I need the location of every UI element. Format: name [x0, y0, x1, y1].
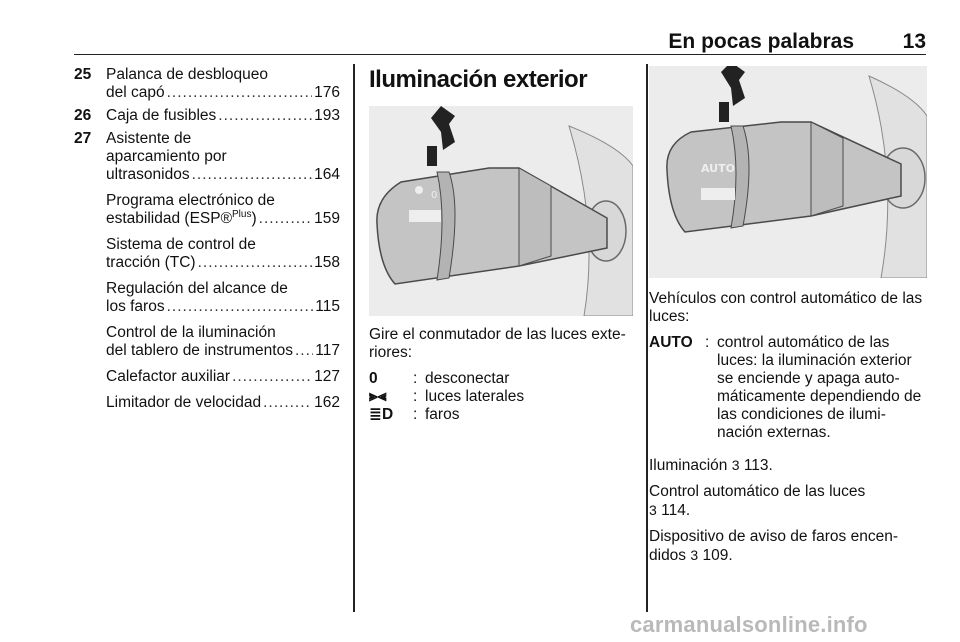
toc-page: 117 [315, 342, 340, 359]
section-title: Iluminación exterior [369, 66, 588, 93]
toc-number: 25 [74, 66, 92, 83]
toc-page: 159 [314, 210, 340, 227]
column-divider [646, 64, 648, 612]
toc-leader [232, 368, 312, 386]
toc-text: del capó [106, 84, 165, 101]
toc-column [74, 66, 340, 417]
column-divider [353, 64, 355, 612]
toc-page: 193 [314, 107, 340, 124]
toc-text: Control de la iluminación [106, 324, 276, 341]
list-item: ≣D : faros [369, 406, 633, 424]
list-item-text: desconectar [425, 370, 510, 387]
watermark: carmanualsonline.info [630, 612, 868, 637]
toc-leader [218, 107, 312, 125]
toc-leader [259, 210, 312, 228]
toc-text: Programa electrónico de [106, 192, 275, 209]
toc-text: ultrasonidos [106, 166, 190, 183]
intro-text: Vehículos con control automático de las luces: [649, 290, 923, 325]
toc-page: 127 [314, 368, 340, 385]
reference-arrow-icon: 3 [690, 547, 699, 563]
toc-text: Sistema de control de [106, 236, 256, 253]
intro-text: Gire el conmutador de las luces exte-riores: [369, 326, 626, 361]
toc-entry-26[interactable] [74, 107, 340, 125]
toc-page: 158 [314, 254, 340, 271]
cross-reference[interactable]: Iluminación 3 113. [649, 457, 773, 474]
toc-text: Palanca de desbloqueo [106, 66, 269, 83]
toc-entry-27[interactable] [74, 130, 340, 184]
toc-page: 164 [314, 166, 340, 183]
toc-text: Calefactor auxiliar [106, 368, 231, 385]
exterior-lighting-section [369, 66, 633, 434]
toc-text: los faros [106, 298, 165, 315]
list-item-text: luces laterales [425, 388, 525, 405]
side-lights-icon: ⫸⫷ [369, 388, 387, 405]
toc-leader [167, 84, 313, 102]
toc-text: Regulación del alcance de [106, 280, 288, 297]
toc-text: Asistente de [106, 130, 192, 147]
reference-arrow-icon: 3 [649, 502, 657, 518]
auto-lights-section [649, 66, 927, 573]
cross-reference[interactable]: Control automático de las luces 3 114. [649, 483, 866, 519]
reference-arrow-icon: 3 [731, 457, 740, 473]
toc-entry-25[interactable] [74, 66, 340, 102]
toc-entry-limitador[interactable] [74, 394, 340, 412]
toc-number: 27 [74, 130, 92, 147]
auto-light-switch-illustration [649, 66, 927, 278]
list-item-text: faros [425, 406, 460, 423]
toc-page: 176 [314, 84, 340, 101]
list-item: 0 : desconectar [369, 370, 633, 388]
toc-entry-faros[interactable] [74, 280, 340, 316]
light-switch-illustration [369, 106, 633, 316]
toc-page: 115 [315, 298, 340, 315]
toc-entry-tc[interactable] [74, 236, 340, 272]
page-header [74, 28, 926, 55]
auto-definition [649, 334, 927, 442]
toc-entry-iluminacion[interactable] [74, 324, 340, 360]
svg-text:0: 0 [431, 190, 438, 201]
toc-leader [198, 254, 313, 272]
page-number: 13 [902, 30, 926, 53]
off-symbol: 0 [369, 370, 378, 387]
toc-text: tracción (TC) [106, 254, 196, 271]
auto-term: AUTO [649, 334, 693, 351]
toc-text: del tablero de instrumentos [106, 342, 293, 359]
toc-text: estabilidad (ESP®$^{Plus}$) [106, 208, 257, 227]
toc-entry-calefactor[interactable] [74, 368, 340, 386]
toc-text: aparcamiento por [106, 148, 227, 165]
toc-leader [295, 342, 313, 360]
toc-leader [192, 166, 313, 184]
list-item: ⫸⫷ : luces laterales [369, 388, 633, 406]
list-item: AUTO : control automático de las luces: la iluminación exterior se enciende y apaga auto-máticamente dependiendo de las condiciones de ilumi-nación externas. [649, 334, 927, 442]
toc-leader [263, 394, 312, 412]
light-positions-list [369, 370, 633, 424]
auto-label: AUTO [701, 162, 735, 175]
toc-leader [167, 298, 314, 316]
toc-entry-esp[interactable] [74, 192, 340, 228]
page-title: En pocas palabras [668, 30, 854, 53]
cross-reference[interactable]: Dispositivo de aviso de faros encen-didos 3 109. [649, 528, 898, 564]
list-item-text: control automático de las luces: la iluminación exterior se enciende y apaga auto-máticamente dependiendo de las condiciones de ilumi-nación externas. [717, 334, 922, 441]
toc-page: 162 [314, 394, 340, 411]
toc-number: 26 [74, 107, 92, 124]
toc-text: Caja de fusibles [106, 107, 217, 124]
toc-text: Limitador de velocidad [106, 394, 262, 411]
headlights-icon: ≣D [369, 406, 394, 423]
